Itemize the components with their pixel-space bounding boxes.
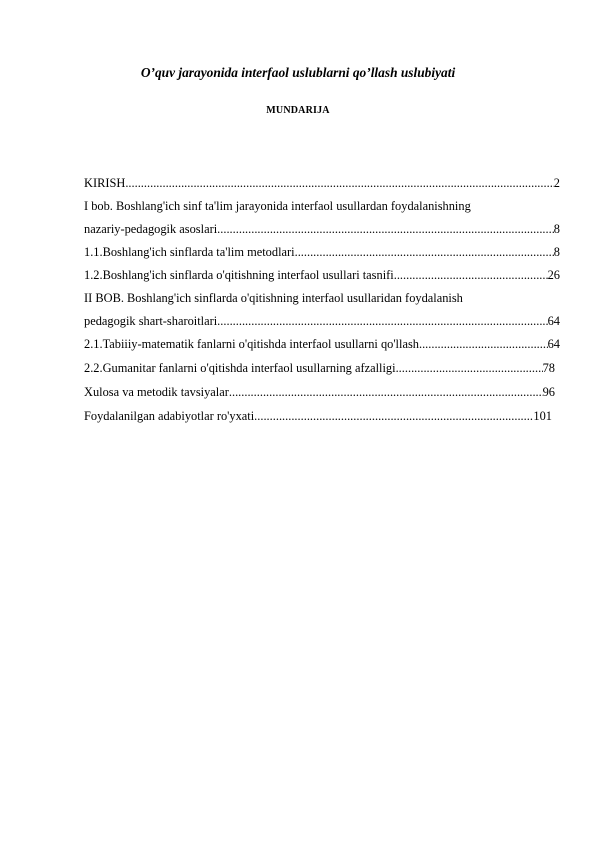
toc-entry-title-cont: pedagogik shart-sharoitlari (84, 314, 218, 328)
toc-page-number: 101 (533, 409, 552, 423)
dot-leader (396, 359, 543, 377)
toc-page-number: 64 (547, 314, 560, 328)
toc-entry-references[interactable] (84, 407, 560, 425)
toc-heading: MUNDARIJA (266, 105, 330, 116)
toc-entry-title: I bob. Boshlang'ich sinf ta'lim jarayonida interfaol usullardan foydalanishning (84, 199, 471, 213)
toc-entry-title: Xulosa va metodik tavsiyalar (84, 385, 229, 399)
toc-page-number: 96 (542, 385, 555, 399)
dot-leader (229, 383, 543, 401)
dot-leader (125, 174, 553, 192)
toc-entry-chapter-2[interactable] (84, 289, 560, 330)
dot-leader (419, 335, 548, 353)
toc-page-number: 64 (547, 337, 560, 351)
toc-entry-title: 2.2.Gumanitar fanlarni o'qitishda interfaol usullarning afzalligi (84, 361, 396, 375)
toc-entry-title: Foydalanilgan adabiyotlar ro'yxati (84, 409, 255, 423)
toc-entry-title: 2.1.Tabiiiy-matematik fanlarni o'qitishda interfaol usullarni qo'llash (84, 337, 419, 351)
toc-entry-title: II BOB. Boshlang'ich sinflarda o'qitishning interfaol usullaridan foydalanish (84, 291, 463, 305)
toc-entry-section-1-1[interactable] (84, 243, 560, 261)
table-of-contents (84, 174, 560, 425)
toc-entry-line (84, 174, 560, 192)
toc-entry-chapter-1[interactable] (84, 197, 560, 238)
dot-leader (254, 407, 533, 425)
toc-entry-line (84, 312, 560, 330)
toc-entry-title: 1.1.Boshlang'ich sinflarda ta'lim metodlari (84, 245, 295, 259)
toc-page-number: 2 (553, 176, 560, 190)
toc-page-number: 8 (553, 222, 560, 236)
toc-entry-line (84, 407, 552, 425)
toc-page-number: 78 (542, 361, 555, 375)
toc-entry-conclusion[interactable] (84, 383, 560, 401)
dot-leader (217, 220, 554, 238)
toc-page-number: 8 (553, 245, 560, 259)
toc-entry-line (84, 335, 560, 353)
toc-entry-title-cont: nazariy-pedagogik asoslari (84, 222, 218, 236)
toc-page-number: 26 (547, 268, 560, 282)
toc-entry-line (84, 383, 555, 401)
toc-entry-title: 1.2.Boshlang'ich sinflarda o'qitishning interfaol usullari tasnifi (84, 268, 394, 282)
toc-entry-line (84, 243, 560, 261)
toc-entry-section-2-1[interactable] (84, 335, 560, 353)
toc-entry-section-1-2[interactable] (84, 266, 560, 284)
document-title: O’quv jarayonida interfaol uslublarni qo’llash uslubiyati (140, 65, 456, 80)
toc-entry-line (84, 266, 560, 284)
dot-leader (295, 243, 554, 261)
toc-entry-kirish[interactable] (84, 174, 560, 192)
toc-entry-title: KIRISH (84, 176, 126, 190)
toc-entry-line (84, 220, 560, 238)
toc-entry-section-2-2[interactable] (84, 359, 560, 377)
dot-leader (217, 312, 547, 330)
toc-entry-line (84, 359, 555, 377)
dot-leader (394, 266, 548, 284)
